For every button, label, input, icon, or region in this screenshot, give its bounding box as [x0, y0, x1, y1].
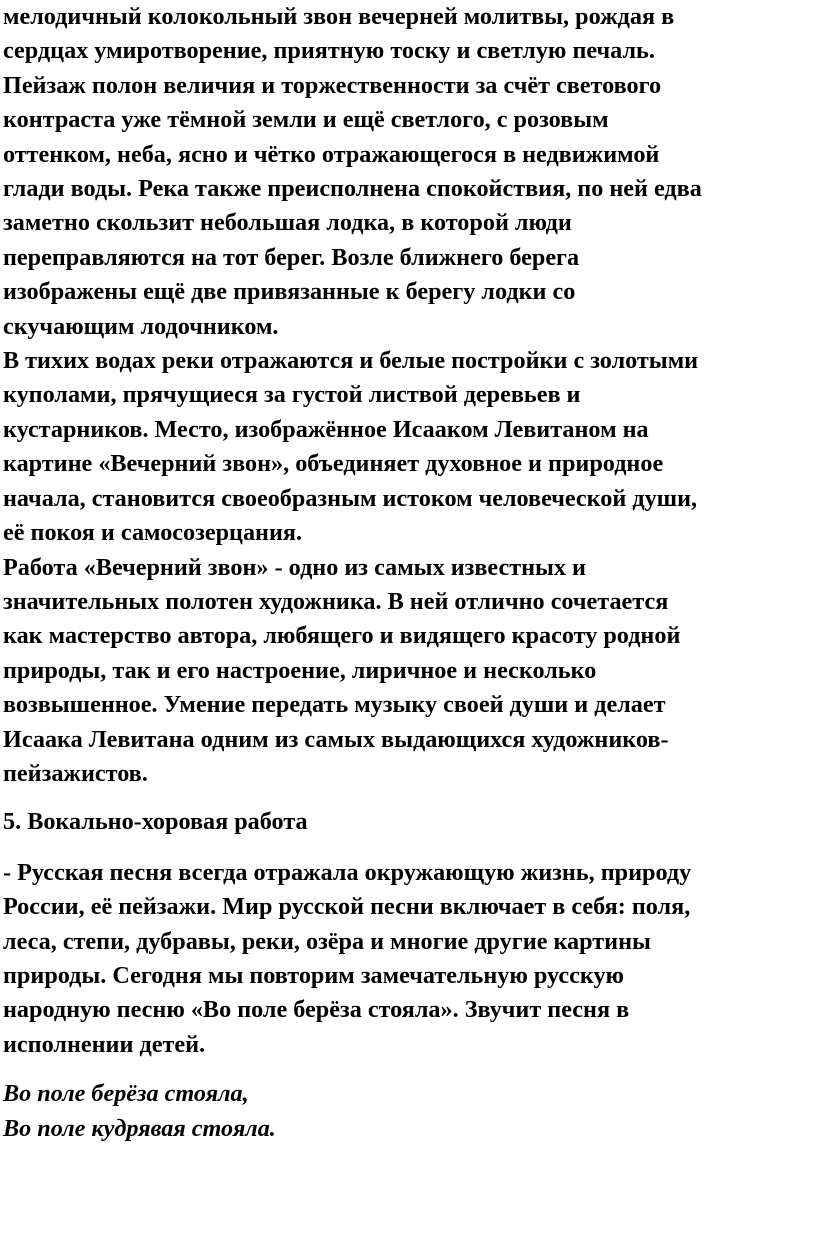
text-line: - Русская песня всегда отражала окружающую жизнь, природу [3, 858, 692, 886]
text-line: возвышенное. Умение передать музыку своей души и делает [3, 691, 666, 719]
text-line: сердцах умиротворение, приятную тоску и светлую печаль. [3, 37, 655, 65]
text-line: Работа «Вечерний звон» - одно из самых известных и [3, 553, 586, 581]
text-line: исполнении детей. [3, 1030, 206, 1058]
section-heading-text: 5. Вокально-хоровая работа [3, 808, 308, 836]
text-line: Пейзаж полон величия и торжественности за счёт светового [3, 71, 662, 99]
document-page [3, 0, 813, 1146]
text-line: России, её пейзажи. Мир русской песни включает в себя: поля, [3, 893, 691, 921]
text-line: народную песню «Во поле берёза стояла». Звучит песня в [3, 996, 630, 1024]
text-line: кустарников. Место, изображённое Исааком Левитаном на [3, 415, 649, 443]
text-line: изображены ещё две привязанные к берегу лодки со [3, 278, 576, 306]
lyric-line: Во поле берёза стояла, [3, 1080, 249, 1108]
text-line: заметно скользит небольшая лодка, в которой люди [3, 209, 572, 237]
song-lyrics [3, 1077, 813, 1146]
text-line: пейзажистов. [3, 759, 148, 787]
paragraph-artwork [3, 551, 813, 792]
paragraph-description [3, 0, 813, 344]
text-line: мелодичный колокольный звон вечерней молитвы, рождая в [3, 3, 675, 30]
text-line: Исаака Левитана одним из самых выдающихся художников- [3, 725, 669, 753]
text-line: оттенком, неба, ясно и чётко отражающегося в недвижимой [3, 140, 660, 168]
text-line: контраста уже тёмной земли и ещё светлого, с розовым [3, 106, 609, 134]
text-line: скучающим лодочником. [3, 312, 279, 340]
section-heading [3, 805, 813, 839]
text-line: природы. Сегодня мы повторим замечательную русскую [3, 961, 625, 989]
paragraph-song-intro [3, 856, 813, 1062]
paragraph-reflections [3, 344, 813, 550]
text-line: как мастерство автора, любящего и видящего красоту родной [3, 622, 681, 650]
text-line: её покоя и самосозерцания. [3, 519, 303, 547]
text-line: В тихих водах реки отражаются и белые постройки с золотыми [3, 347, 699, 375]
text-line: переправляются на тот берег. Возле ближнего берега [3, 243, 580, 271]
text-line: значительных полотен художника. В ней отлично сочетается [3, 587, 669, 615]
text-line: куполами, прячущиеся за густой листвой деревьев и [3, 381, 581, 409]
text-line: начала, становится своеобразным истоком человеческой души, [3, 484, 698, 512]
text-line: леса, степи, дубравы, реки, озёра и многие другие картины [3, 927, 651, 955]
text-line: глади воды. Река также преисполнена спокойствия, по ней едва [3, 175, 702, 203]
text-line: природы, так и его настроение, лиричное и несколько [3, 656, 597, 684]
lyric-line: Во поле кудрявая стояла. [3, 1114, 276, 1142]
text-line: картине «Вечерний звон», объединяет духовное и природное [3, 450, 664, 478]
